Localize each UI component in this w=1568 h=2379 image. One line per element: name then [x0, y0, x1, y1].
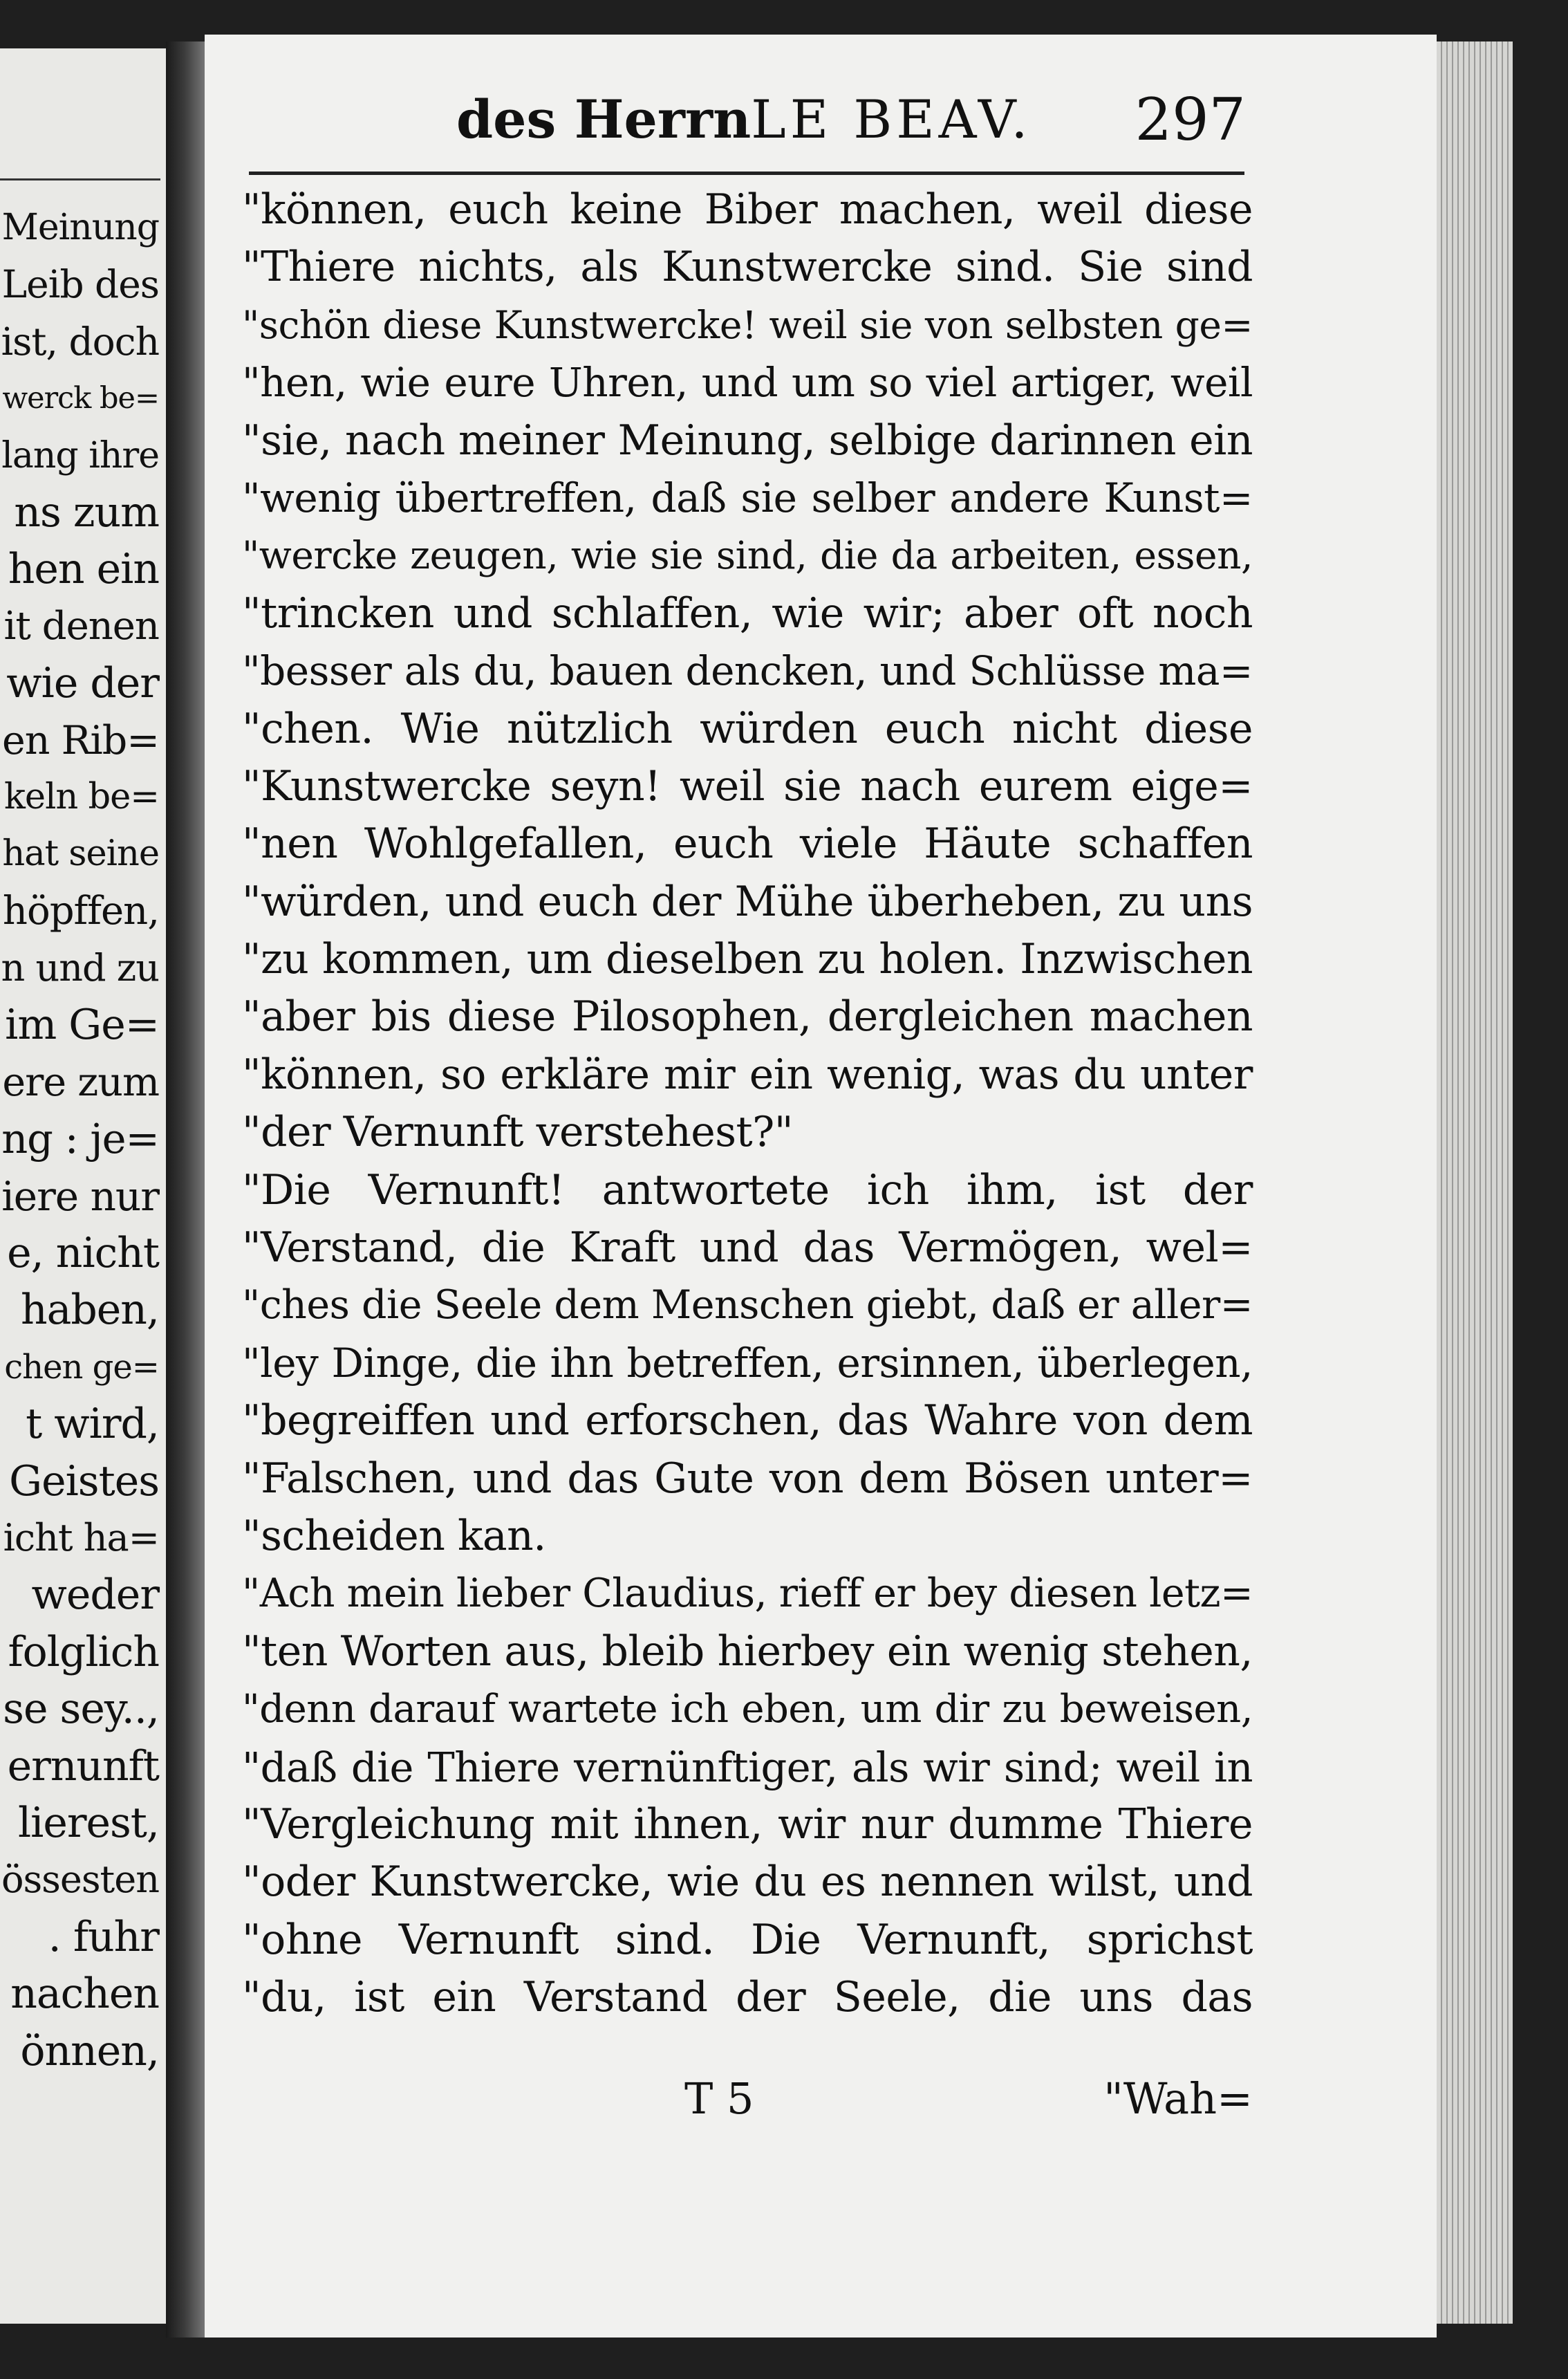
text-line: "nen Wohlgefallen, euch viele Häute schaffen	[242, 820, 1253, 869]
left-page-line: t wird,	[26, 1400, 159, 1449]
text-line: "Die Vernunft! antwortete ich ihm, ist der	[242, 1165, 1253, 1214]
left-page-line: lang ihre	[1, 434, 159, 476]
left-page-line: ist, doch	[1, 319, 159, 364]
left-page-line: folglich	[8, 1627, 159, 1676]
catchword: "Wah=	[1103, 2073, 1253, 2124]
left-page-line: keln be=	[3, 776, 159, 817]
left-page-line: im Ge=	[5, 1001, 159, 1050]
left-page-line: e, nicht	[7, 1229, 159, 1278]
running-title	[456, 82, 1032, 158]
left-page-line: en Rib=	[2, 717, 159, 763]
text-line: "schön diese Kunstwercke! weil sie von selbsten ge=	[242, 302, 1253, 347]
text-line: "oder Kunstwercke, wie du es nennen wilst, und	[242, 1858, 1253, 1907]
text-line: "zu kommen, um dieselben zu holen. Inzwischen	[242, 935, 1253, 984]
text-line: "ohne Vernunft sind. Die Vernunft, sprichst	[242, 1915, 1253, 1964]
text-line: "besser als du, bauen dencken, und Schlüsse ma=	[242, 647, 1253, 695]
text-line: "Falschen, und das Gute von dem Bösen unter=	[242, 1454, 1253, 1503]
left-page-text	[0, 199, 159, 2080]
header-rule	[249, 172, 1244, 175]
text-line: "chen. Wie nützlich würden euch nicht diese	[242, 704, 1253, 753]
text-line: "trincken und schlaffen, wie wir; aber oft noch	[242, 589, 1253, 638]
left-page-line: icht ha=	[3, 1515, 159, 1559]
running-header	[456, 82, 1251, 158]
left-page-line: hen ein	[8, 545, 159, 594]
left-page-line: haben,	[20, 1286, 159, 1335]
text-line: "wercke zeugen, wie sie sind, die da arbeiten, essen,	[242, 533, 1253, 578]
left-page-line: önnen,	[20, 2026, 159, 2075]
text-line: "Vergleichung mit ihnen, wir nur dumme Thiere	[242, 1799, 1253, 1849]
text-line: "können, so erkläre mir ein wenig, was du unter	[242, 1050, 1253, 1099]
left-page-line: ernunft	[7, 1741, 159, 1790]
left-page-line: ere zum	[2, 1059, 159, 1105]
left-page-line: ng : je=	[1, 1115, 159, 1163]
left-page-line: n und zu	[1, 946, 159, 990]
body-text	[242, 181, 1253, 2027]
text-line: "wenig übertreffen, daß sie selber andere Kunst=	[242, 474, 1253, 521]
left-page-line: werck be=	[2, 381, 159, 416]
text-line: "sie, nach meiner Meinung, selbige darinnen ein	[242, 416, 1253, 465]
page-edges	[1437, 41, 1513, 2324]
left-page	[0, 48, 166, 2324]
text-line: "du, ist ein Verstand der Seele, die uns das	[242, 1973, 1253, 2022]
left-page-line: höpffen,	[2, 888, 159, 934]
text-line: "ley Dinge, die ihn betreffen, ersinnen, überlegen,	[242, 1339, 1253, 1387]
text-line: "scheiden kan.	[242, 1511, 546, 1560]
text-line: "aber bis diese Pilosophen, dergleichen machen	[242, 992, 1253, 1042]
text-line: "Verstand, die Kraft und das Vermögen, wel=	[242, 1223, 1253, 1272]
left-page-line: wie der	[6, 659, 159, 708]
left-page-line: Meinung	[1, 207, 159, 248]
text-line: "daß die Thiere vernünftiger, als wir sind; weil in	[242, 1743, 1253, 1791]
left-page-header-rule	[0, 178, 160, 180]
signature-mark: T 5	[684, 2073, 754, 2124]
text-line: "denn darauf wartete ich eben, um dir zu beweisen,	[242, 1687, 1253, 1732]
left-page-line: weder	[31, 1571, 159, 1620]
text-line: "Kunstwercke seyn! weil sie nach eurem eige=	[242, 761, 1253, 811]
left-page-line: . fuhr	[48, 1912, 159, 1961]
text-line: "Thiere nichts, als Kunstwercke sind. Sie sind	[242, 243, 1253, 292]
text-line: "der Vernunft verstehest?"	[242, 1108, 793, 1157]
text-line: "Ach mein lieber Claudius, rieff er bey diesen letz=	[242, 1571, 1253, 1617]
page-number: 297	[1135, 86, 1246, 154]
left-page-line: it denen	[3, 603, 159, 649]
page-footer	[242, 2068, 1253, 2130]
running-title-caps: LE BEAV.	[751, 89, 1032, 150]
book-gutter	[166, 41, 207, 2338]
left-page-line: Geistes	[9, 1456, 159, 1506]
left-page-line: hat seine	[2, 833, 159, 875]
left-page-line: össesten	[1, 1858, 159, 1902]
running-title-gothic: des Herrn	[456, 89, 752, 150]
left-page-line: Leib des	[1, 262, 159, 307]
text-line: "ten Worten aus, bleib hierbey ein wenig stehen,	[242, 1627, 1253, 1676]
left-page-line: lierest,	[17, 1798, 159, 1847]
left-page-line: iere nur	[1, 1172, 159, 1220]
left-page-line: se sey..,	[3, 1685, 159, 1734]
text-line: "würden, und euch der Mühe überheben, zu uns	[242, 877, 1253, 926]
left-page-line: chen ge=	[4, 1347, 159, 1387]
text-line: "hen, wie eure Uhren, und um so viel artiger, weil	[242, 359, 1253, 407]
text-line: "können, euch keine Biber machen, weil diese	[242, 185, 1253, 234]
left-page-line: ns zum	[14, 488, 159, 537]
text-line: "begreiffen und erforschen, das Wahre von dem	[242, 1396, 1253, 1445]
left-page-line: nachen	[10, 1970, 159, 2019]
text-line: "ches die Seele dem Menschen giebt, daß er aller=	[242, 1282, 1253, 1329]
